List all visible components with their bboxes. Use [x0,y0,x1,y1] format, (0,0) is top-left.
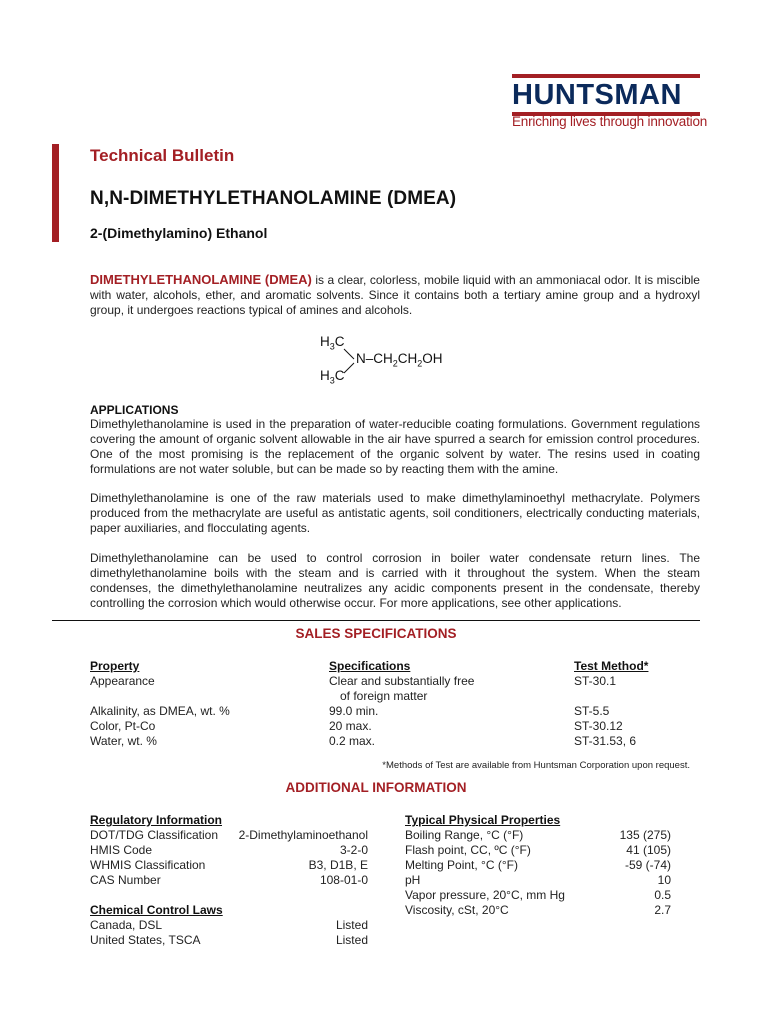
list-item [90,843,368,858]
list-item [405,888,671,903]
item-label: WHMIS Classification [90,858,206,872]
col-header-test-method: Test Method* [574,659,649,673]
item-value: B3, D1B, E [308,858,368,872]
regulatory-information-heading: Regulatory Information [90,813,223,827]
bulletin-label: Technical Bulletin [90,146,235,165]
spec-method: ST-30.12 [574,719,623,733]
formula-chain: $N-CH_2CH_2OH$ [356,351,443,369]
logo-tagline: Enriching lives through innovation [512,114,708,129]
list-item [405,843,671,858]
section-divider [52,620,700,621]
chemical-control-laws-heading: Chemical Control Laws [90,903,223,917]
list-item [405,828,671,843]
intro-paragraph [90,272,700,318]
regulatory-information-block [90,813,368,888]
item-label: Flash point, CC, ºC (°F) [405,843,531,857]
applications-paragraph-3: Dimethylethanolamine can be used to control corrosion in boiler water condensate return lines. The dimethylethanolamine boils with the steam and is carried with it throughout the system. When the steam condenses, the dimethylethanolamine neutralizes any acidic components present in the condensate, thereby controlling the corrosion which would otherwise occur. For more applications, see other applications. [90,551,700,610]
spec-method: ST-30.1 [574,674,617,688]
spec-value: Clear and substantially free [329,674,475,688]
intro-term: DIMETHYLETHANOLAMINE (DMEA) [90,272,312,287]
item-label: Melting Point, °C (°F) [405,858,518,872]
item-label: DOT/TDG Classification [90,828,219,842]
list-item [90,873,368,888]
company-logo [512,74,700,116]
item-value: -59 (-74) [624,858,671,872]
col-header-specifications: Specifications [329,659,411,673]
applications-paragraph-1: Dimethylethanolamine is used in the preparation of water-reducible coating formulations. Government regulations covering the amount of organic solvent allowable in the air have spurred a search for emission control procedures. One of the most promising is the replacement of the organic solvent by water. The resins used in coating formulations are not water soluble, but can be made so by reacting them with the amine. [90,417,700,476]
spec-value: 0.2 max. [329,734,376,748]
structural-formula [318,334,488,386]
sales-specifications-table [90,659,700,759]
applications-heading: APPLICATIONS [90,403,179,417]
header-accent-bar [52,144,59,242]
typical-physical-properties-heading: Typical Physical Properties [405,813,561,827]
test-method-footnote: *Methods of Test are available from Huntsman Corporation upon request. [382,760,690,771]
item-label: Vapor pressure, 20°C, mm Hg [405,888,565,902]
list-item [90,828,368,843]
page-title: N,N-DIMETHYLETHANOLAMINE (DMEA) [90,188,457,209]
item-value: 108-01-0 [319,873,368,887]
formula-methyl-bottom: $H_3C$ [320,368,345,386]
item-label: Canada, DSL [90,918,163,932]
item-label: HMIS Code [90,843,153,857]
spec-method: ST-31.53, 6 [574,734,637,748]
list-item [90,918,368,933]
item-value: Listed [335,918,368,932]
sales-specifications-heading: SALES SPECIFICATIONS [295,626,457,641]
list-item [405,903,671,918]
spec-method: ST-5.5 [574,704,610,718]
spec-property: Alkalinity, as DMEA, wt. % [90,704,230,718]
item-label: CAS Number [90,873,161,887]
list-item [90,858,368,873]
spec-property: Water, wt. % [90,734,157,748]
chemical-control-laws-block [90,903,368,948]
spec-value: 99.0 min. [329,704,379,718]
spec-property: Appearance [90,674,155,688]
spec-value: 20 max. [329,719,372,733]
list-item [90,933,368,948]
logo-wordmark: HUNTSMAN [512,79,682,111]
list-item [405,873,671,888]
item-value: 10 [657,873,671,887]
intro-text: is a clear, colorless, mobile liquid with an ammoniacal odor. It is miscible with water, alcohols, ether, and aromatic solvents. Since it contains both a tertiary amine group and a hydroxyl group, it undergoes reactions typical of amines and alcohols. [90,273,700,317]
list-item [405,858,671,873]
item-value: 3-2-0 [339,843,368,857]
item-label: Boiling Range, °C (°F) [405,828,524,842]
item-value: 2-Dimethylaminoethanol [238,828,368,842]
item-value: 41 (105) [626,843,671,857]
col-header-property: Property [90,659,140,673]
formula-methyl-top: $H_3C$ [320,334,345,352]
spec-property: Color, Pt-Co [90,719,156,733]
item-value: Listed [335,933,368,947]
item-label: pH [405,873,421,887]
logo-top-bar [512,74,700,78]
additional-information-heading: ADDITIONAL INFORMATION [285,780,467,795]
page-subtitle: 2-(Dimethylamino) Ethanol [90,225,268,241]
item-label: United States, TSCA [90,933,201,947]
item-label: Viscosity, cSt, 20°C [405,903,509,917]
spec-value-continued: of foreign matter [340,689,428,703]
applications-paragraph-2: Dimethylethanolamine is one of the raw materials used to make dimethylaminoethyl methacrylate. Polymers produced from the methacrylate are useful as antistatic agents, soil conditioners, electrically conducting materials, paper auxiliaries, and flocculating agents. [90,491,700,535]
item-value: 135 (275) [619,828,671,842]
item-value: 2.7 [654,903,671,917]
item-value: 0.5 [654,888,671,902]
typical-physical-properties-block [405,813,671,918]
